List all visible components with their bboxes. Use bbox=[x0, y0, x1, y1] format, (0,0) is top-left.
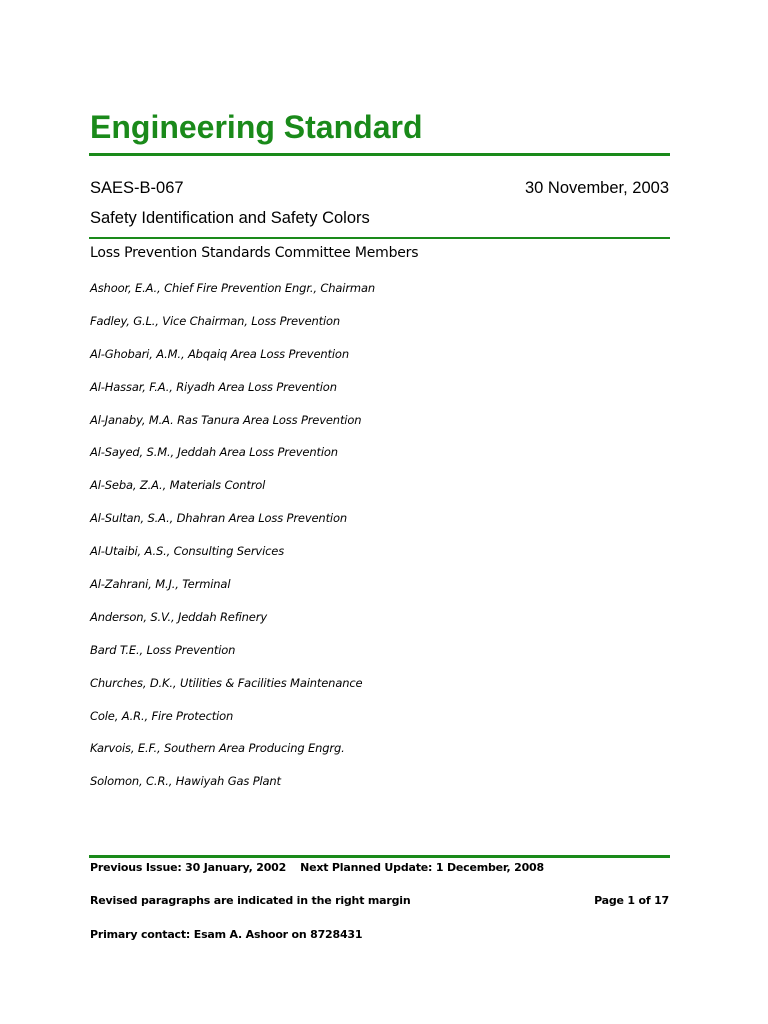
committee-member: Al-Hassar, F.A., Riyadh Area Loss Prevention bbox=[90, 379, 337, 394]
committee-member: Al-Sayed, S.M., Jeddah Area Loss Prevention bbox=[90, 445, 338, 460]
footer-revision-row bbox=[90, 893, 670, 909]
committee-member: Al-Zahrani, M.J., Terminal bbox=[90, 577, 231, 592]
committee-member: Fadley, G.L., Vice Chairman, Loss Prevention bbox=[90, 313, 341, 328]
committee-member: Karvois, E.F., Southern Area Producing Engrg. bbox=[90, 741, 345, 756]
committee-member: Al-Janaby, M.A. Ras Tanura Area Loss Prevention bbox=[90, 412, 362, 427]
subject-divider bbox=[89, 237, 670, 239]
committee-member: Ashoor, E.A., Chief Fire Prevention Engr., Chairman bbox=[90, 281, 375, 295]
committee-member: Solomon, C.R., Hawiyah Gas Plant bbox=[90, 774, 281, 789]
footer-divider bbox=[89, 855, 670, 858]
doc-date: 30 November, 2003 bbox=[524, 179, 669, 197]
previous-issue: Previous Issue: 30 January, 2002 bbox=[90, 861, 287, 874]
committee-member: Al-Sultan, S.A., Dhahran Area Loss Prevention bbox=[90, 511, 347, 526]
committee-member: Al-Ghobari, A.M., Abqaiq Area Loss Prevention bbox=[90, 346, 349, 361]
doc-number: SAES-B-067 bbox=[90, 179, 184, 197]
committee-heading: Loss Prevention Standards Committee Members bbox=[90, 245, 419, 261]
committee-member: Al-Utaibi, A.S., Consulting Services bbox=[90, 544, 285, 559]
title-divider bbox=[89, 153, 670, 156]
doc-meta-row bbox=[90, 178, 670, 198]
primary-contact: Primary contact: Esam A. Ashoor on 8728431 bbox=[90, 928, 363, 941]
document-page bbox=[89, 0, 670, 1024]
committee-member: Bard T.E., Loss Prevention bbox=[90, 642, 236, 657]
document-title: Engineering Standard bbox=[90, 109, 423, 145]
next-planned-update: Next Planned Update: 1 December, 2008 bbox=[300, 861, 544, 874]
footer-issue-row bbox=[90, 860, 670, 876]
committee-member: Anderson, S.V., Jeddah Refinery bbox=[90, 609, 267, 624]
revised-paragraphs-note: Revised paragraphs are indicated in the right margin bbox=[90, 894, 411, 907]
doc-subject: Safety Identification and Safety Colors bbox=[90, 209, 370, 227]
committee-member: Churches, D.K., Utilities & Facilities Maintenance bbox=[90, 675, 363, 690]
committee-member: Cole, A.R., Fire Protection bbox=[90, 708, 234, 723]
committee-member-list bbox=[90, 279, 375, 805]
committee-member: Al-Seba, Z.A., Materials Control bbox=[90, 478, 266, 493]
page-number: Page 1 of 17 bbox=[594, 894, 669, 907]
